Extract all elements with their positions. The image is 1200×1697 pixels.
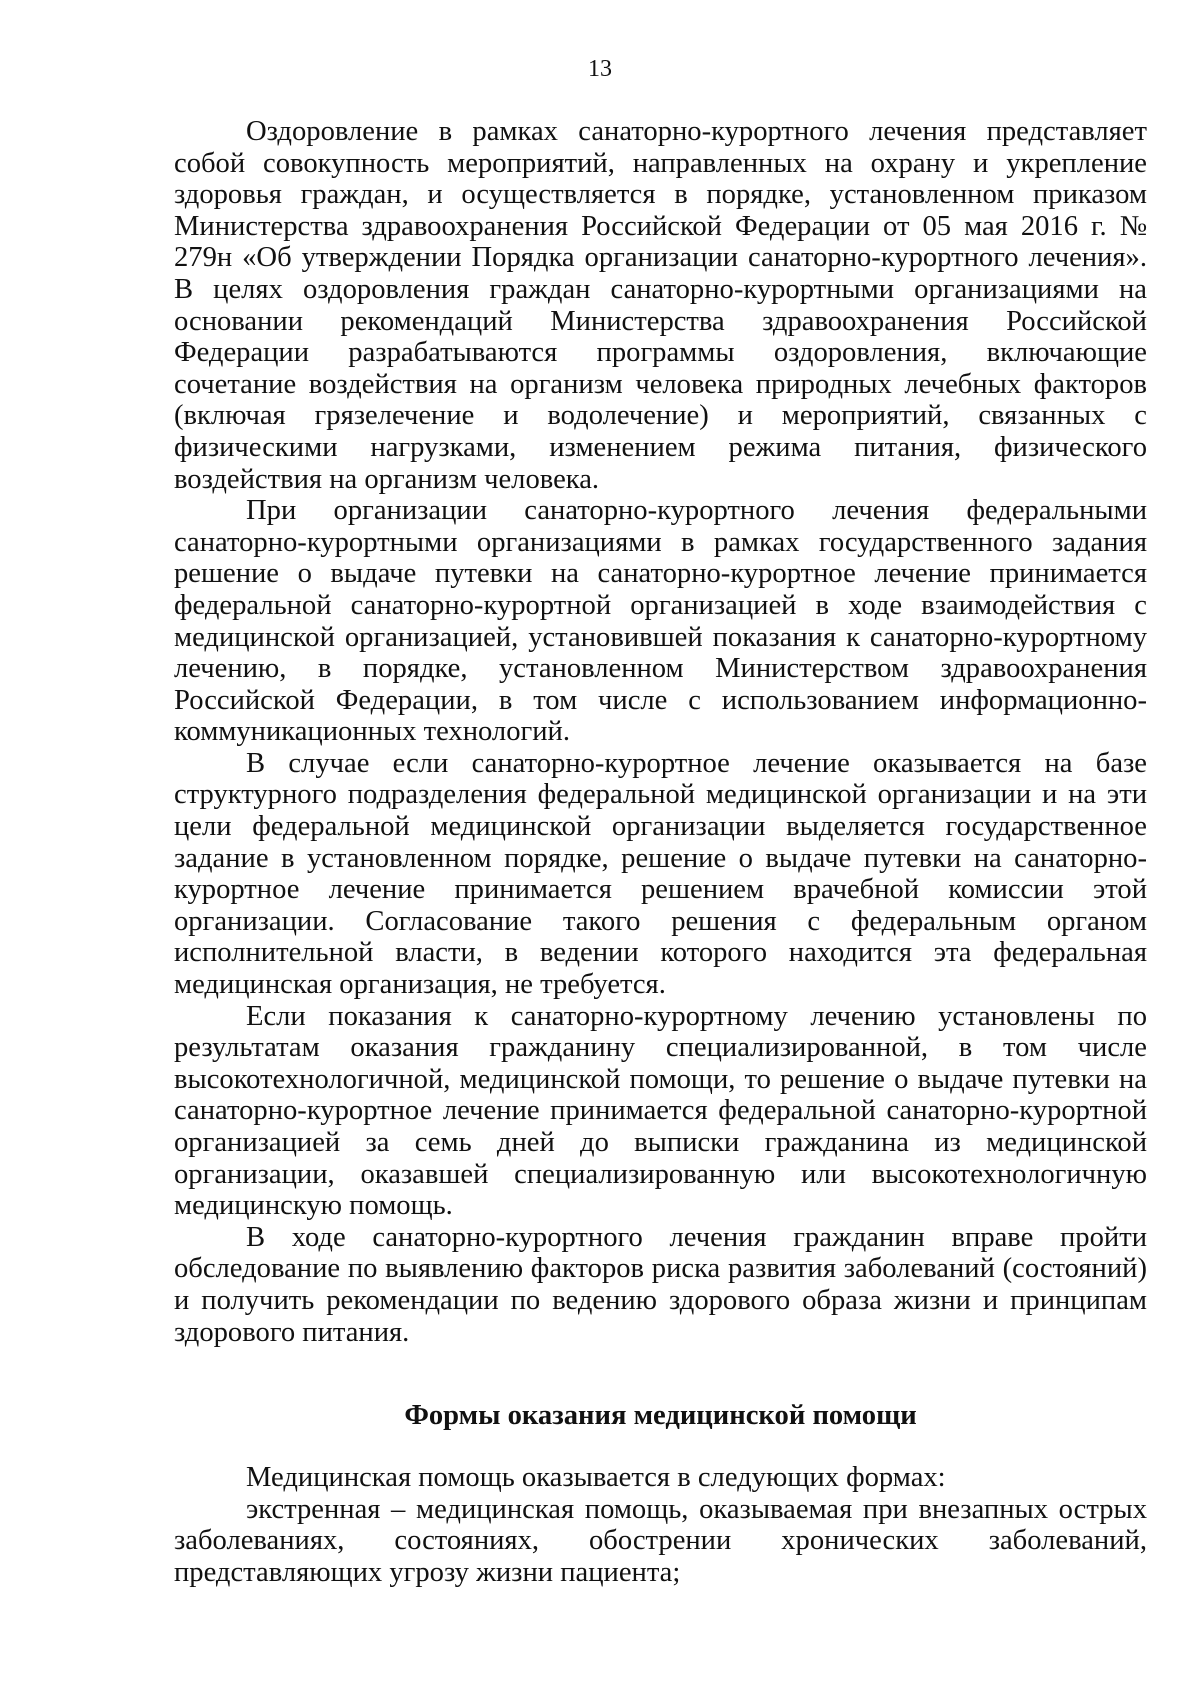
paragraph-examination: В ходе санаторно-курортного лечения гражданин вправе пройти обследование по выявлению факторов риска развития заболеваний (состояний) и получить рекомендации по ведению здорового образа жизни и принципам здорового питания. [174,1221,1147,1348]
list-item-emergency: экстренная – медицинская помощь, оказываемая при внезапных острых заболеваниях, состояниях, обострении хронических заболеваний, представляющих угрозу жизни пациента; [174,1493,1147,1588]
page-number: 13 [588,56,612,82]
section-intro: Медицинская помощь оказывается в следующих формах: [246,1462,946,1493]
body-text [174,116,1147,1348]
paragraph-specialized-care: Если показания к санаторно-курортному лечению установлены по результатам оказания гражданину специализированной, в том числе высокотехнологичной, медицинской помощи, то решение о выдаче путевки на санаторно-курортное лечение принимается федеральной санаторно-курортной организацией за семь дней до выписки гражданина из медицинской организации, оказавшей специализированную или высокотехнологичную медицинскую помощь. [174,1000,1147,1222]
section-heading: Формы оказания медицинской помощи [404,1400,917,1431]
paragraph-structural-division: В случае если санаторно-курортное лечение оказывается на базе структурного подразделения федеральной медицинской организации и на эти цели федеральной медицинской организации выделяется государственное задание в установленном порядке, решение о выдаче путевки на санаторно-курортное лечение принимается решением врачебной комиссии этой организации. Согласование такого решения с федеральным органом исполнительной власти, в ведении которого находится эта федеральная медицинская организация, не требуется. [174,747,1147,1001]
paragraph-federal-organizations: При организации санаторно-курортного лечения федеральными санаторно-курортными организациями в рамках государственного задания решение о выдаче путевки на санаторно-курортное лечение принимается федеральной санаторно-курортной организацией в ходе взаимодействия с медицинской организацией, установившей показания к санаторно-курортному лечению, в порядке, установленном Министерством здравоохранения Российской Федерации, в том числе с использованием информационно-коммуникационных технологий. [174,495,1147,748]
paragraph-recreation: Оздоровление в рамках санаторно-курортного лечения представляет собой совокупность мероприятий, направленных на охрану и укрепление здоровья граждан, и осуществляется в порядке, установленном приказом Министерства здравоохранения Российской Федерации от 05 мая 2016 г. № 279н «Об утверждении Порядка организации санаторно-курортного лечения». В целях оздоровления граждан санаторно-курортными организациями на основании рекомендаций Министерства здравоохранения Российской Федерации разрабатываются программы оздоровления, включающие сочетание воздействия на организм человека природных лечебных факторов (включая грязелечение и водолечение) и мероприятий, связанных с физическими нагрузками, изменением режима питания, физического воздействия на организм человека. [174,116,1147,495]
section-body [174,1462,1147,1588]
